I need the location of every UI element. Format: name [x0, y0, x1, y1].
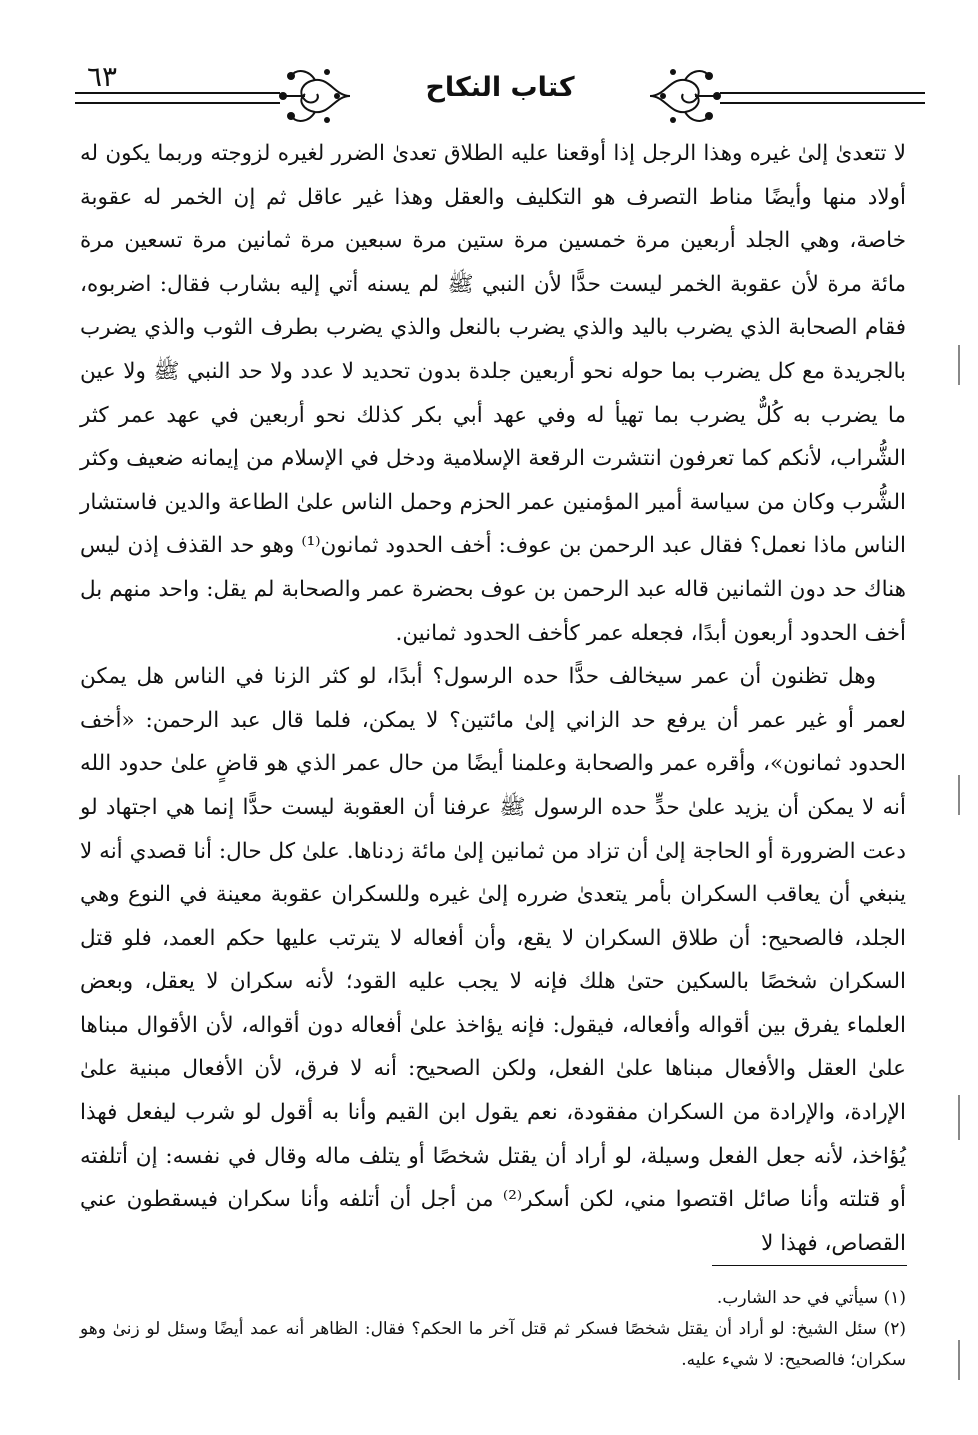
scan-edge-line [958, 1095, 960, 1140]
paragraph: وهل تظنون أن عمر سيخالف حدًّا حده الرسول؟ أبدًا، لو كثر الزنا في الناس هل يمكن لعمر أو غير عمر أن يرفع حد الزاني إلىٰ مائتين؟ لا يمكن، فلما قال عبد الرحمن: «أخف الحدود ثمانون»، وأقره عمر والصحابة وعلمنا أيضًا من حال عمر الذي هو قاضٍ علىٰ حدود الله أنه لا يمكن أن يزيد علىٰ حدٍّ حده الرسول ﷺ عرفنا أن العقوبة ليست حدًّا إنما هي اجتهاد لو دعت الضرورة أو الحاجة إلىٰ أن تزاد من ثمانين إلىٰ مائة زدناها. علىٰ كل حال: أنا قصدي أنه لا ينبغي أن يعاقب السكران بأمر يتعدىٰ ضرره إلىٰ غيره وللسكران عقوبة معينة في النوع وهي الجلد، فالصحيح: أن طلاق السكران لا يقع، وأن أفعاله لا يترتب عليها حكم العمد، فلو قتل السكران شخصًا بالسكين حتىٰ هلك فإنه لا يجب عليه القود؛ لأنه سكران لا يعقل، وبعض العلماء يفرق بين أقواله وأفعاله، فيقول: فإنه يؤاخذ علىٰ أفعاله دون أقواله، لأن الأقوال مبناها علىٰ العقل والأفعال مبناها علىٰ الفعل، ولكن الصحيح: أنه لا فرق، لأن الأفعال مبنية علىٰ الإرادة، والإرادة من السكران مفقودة، نعم يقول ابن القيم وأنا به أقول لو شرب ليفعل فهذا يُؤاخذ، لأنه جعل الفعل وسيلة، لو أراد أن يقتل شخصًا أو يتلف ماله وقال في نفسه: إن أتلفته أو قتلته وأنا صائل اقتصوا مني، لكن أسكر⁽²⁾ من أجل أن أتلفه وأنا سكران فيسقطون عني القصاص، فهذا لا [80, 664, 906, 1256]
footnote: (١) سيأتي في حد الشارب. [716, 1288, 906, 1308]
scan-edge-line [958, 775, 960, 815]
header-ornament-left [275, 58, 355, 128]
paragraph: لا تتعدىٰ إلىٰ غيره وهذا الرجل إذا أوقعنا عليه الطلاق تعدىٰ الضرر لغيره لزوجته وربما يكون له أولاد منها وأيضًا مناط التصرف هو التكليف والعقل وهذا غير عاقل ثم إن الخمر له عقوبة خاصة، وهي الجلد أربعين مرة خمسين مرة ستين مرة سبعين مرة ثمانين مرة تسعين مرة مائة مرة لأن عقوبة الخمر ليست حدًّا لأن النبي ﷺ لم يسنه أتي إليه بشارب فقال: اضربوه، فقام الصحابة الذي يضرب باليد والذي يضرب بالنعل والذي يضرب بطرف الثوب والذي يضرب بالجريدة مع كل يضرب بما حوله نحو أربعين جلدة بدون تحديد لا عدد ولا حد النبي ﷺ ولا عين ما يضرب به كُلٌّ يضرب بما تهيأ له وفي عهد أبي بكر كذلك نحو أربعين في عهد عمر كثر الشُّراب، لأنكم كما تعرفون انتشرت الرقعة الإسلامية ودخل في الإسلام من إيمانه ضعيف وكثر الشُّرب وكان من سياسة أمير المؤمنين عمر الحزم وحمل الناس علىٰ الطاعة والدين فاستشار الناس ماذا نعمل؟ فقال عبد الرحمن بن عوف: أخف الحدود ثمانون⁽¹⁾ وهو حد القذف إذن ليس هناك حد دون الثمانين قاله عبد الرحمن بن عوف بحضرة عمر والصحابة لم يقل: واحد منهم بل أخف الحدود أربعون أبدًا، فجعله عمر كأخف الحدود ثمانين. [80, 141, 906, 646]
header-rule-left [75, 92, 280, 104]
footnotes [80, 1283, 906, 1376]
scan-edge-line [958, 345, 960, 385]
body-text [80, 132, 906, 1265]
book-title: كتاب النكاح [425, 72, 575, 103]
footnote: (٢) سئل الشيخ: لو أراد أن يقتل شخصًا فسكر ثم قتل آخر ما الحكم؟ فقال: الظاهر أنه عمد أيضًا وسئل لو زنىٰ وهو سكران؛ فالصحيح: لا شيء عليه. [80, 1319, 906, 1370]
page-number: ٦٣ [87, 60, 118, 93]
scan-edge-line [958, 1340, 960, 1380]
footnote-separator [712, 1265, 907, 1266]
page-header [75, 58, 925, 128]
header-rule-right [720, 92, 925, 104]
header-ornament-right [645, 58, 725, 128]
